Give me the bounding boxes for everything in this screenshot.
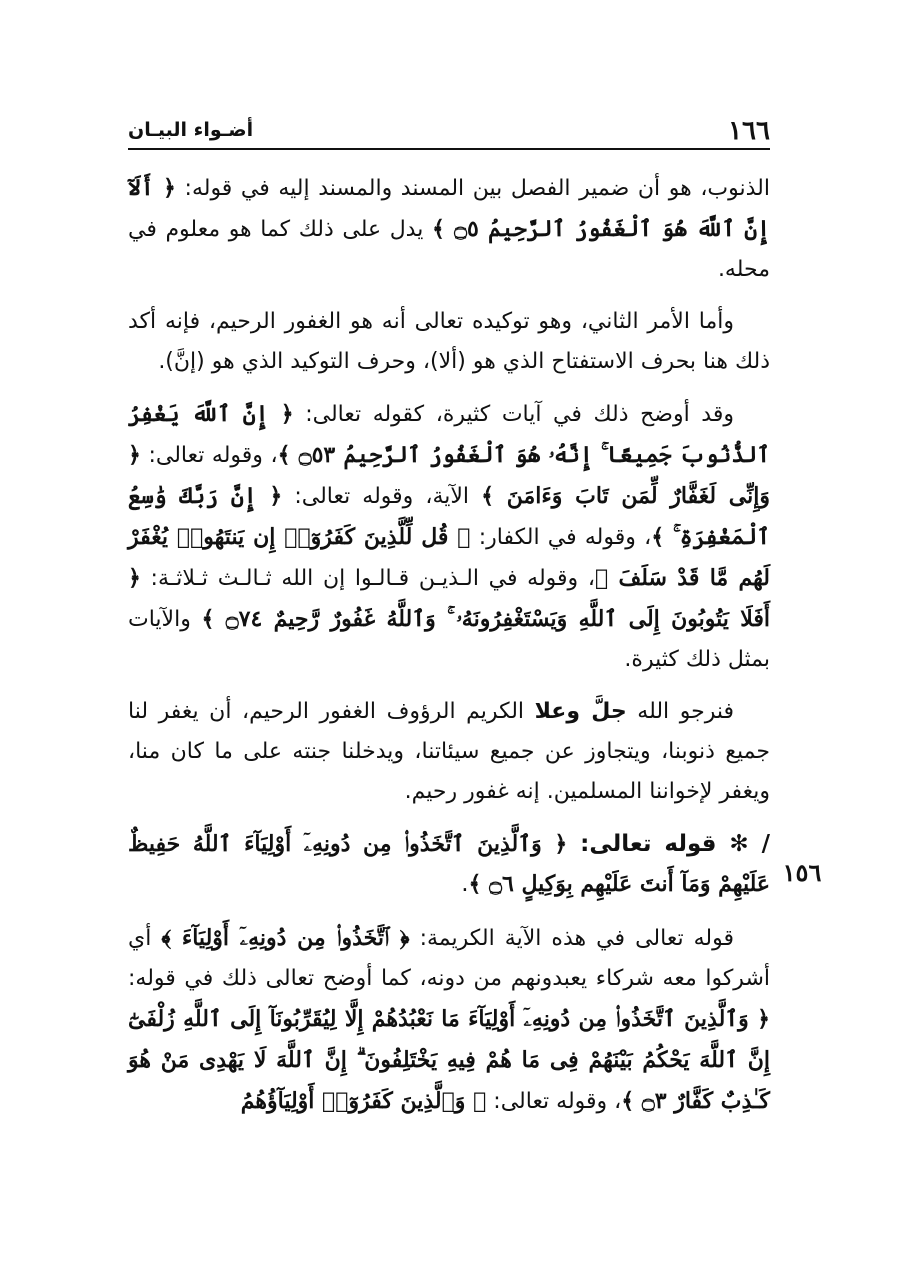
text-span: الآية، وقوله تعالى: [282, 484, 482, 509]
text-span: ، وقوله تعالى: [140, 443, 278, 468]
quran-quote: ﴿ وَٱلَّذِينَ ٱتَّخَذُوا۟ مِن دُونِهِۦٓ أَوْلِيَآءَ مَا نَعْبُدُهُمْ إِلَّا لِيُقَرِّبُونَآ إِلَى ٱللَّهِ زُلْفَىٰٓ إِنَّ ٱللَّهَ يَحْكُمُ بَيْنَهُمْ فِى مَا هُمْ فِيهِ يَخْتَلِفُونَ ۗ إِنَّ ٱللَّهَ لَا يَهْدِى مَنْ هُوَ كَـٰذِبٌ كَفَّارٌ ۝٣ ﴾ [128, 1006, 770, 1114]
page-number: ١٦٦ [728, 116, 770, 146]
quran-quote: ﴿ أَفَلَا يَتُوبُونَ إِلَى ٱللَّهِ وَيَسْتَغْفِرُونَهُۥ ۚ وَٱللَّهُ غَفُورٌ رَّحِيمٌ ۝٧٤ ﴾ [128, 565, 770, 632]
text-span: فنرجو الله [626, 699, 734, 724]
text-span: والآيات بمثل ذلك كثيرة. [128, 607, 770, 672]
page-header [128, 112, 770, 150]
text-span: وأما الأمر الثاني، وهو توكيده تعالى أنه هو الغفور الرحيم، فإنه أكد ذلك هنا بحرف الاستفتاح الذي هو (ألا)، وحرف التوكيد الذي هو (إنَّ). [128, 309, 770, 374]
text-span: ، وقوله تعالى: [486, 1089, 622, 1114]
quran-quote: ﴿ وَٱلَّذِينَ كَفَرُوٓا۟ أَوْلِيَآؤُهُمُ [240, 1088, 487, 1114]
text-span: الذنوب، هو أن ضمير الفصل بين المسند والمسند إليه في قوله: [175, 176, 770, 201]
text-span: وقد أوضح ذلك في آيات كثيرة، كقوله تعالى: [293, 402, 734, 427]
paragraph-3 [128, 394, 770, 680]
text-span: أي أشركوا معه شركاء يعبدونهم من دونه، كما أوضح تعالى ذلك في قوله: [128, 926, 770, 991]
paragraph-2 [128, 302, 770, 382]
text-span: يدل على ذلك كما هو معلوم في محله. [128, 217, 770, 282]
verse-heading [128, 824, 770, 904]
margin-verse-number: ١٥٦ [782, 858, 822, 887]
quran-quote: ﴿ ٱتَّخَذُوا۟ مِن دُونِهِۦٓ أَوْلِيَآءَ ﴾ [161, 925, 410, 951]
text-span: ، وقوله في الـذيـن قـالـوا إن الله ثـالـث ثـلاثـة: [140, 566, 595, 591]
quran-quote: ﴿ وَإِنِّى لَغَفَّارٌ لِّمَن تَابَ وَءَامَنَ ﴾ [128, 442, 771, 509]
verse-marker: / ✻ [716, 831, 771, 857]
text-span: قوله تعالى في هذه الآية الكريمة: [409, 926, 735, 951]
bold-phrase: جلَّ وعلا [534, 699, 627, 724]
quran-quote: ﴿ إِنَّ رَبَّكَ وَٰسِعُ ٱلْمَغْفِرَةِ ۚ ﴾ [128, 483, 770, 550]
book-title: أضـواء البيـان [128, 119, 254, 141]
quran-quote: ﴿ قُل لِّلَّذِينَ كَفَرُوٓا۟ إِن يَنتَهُوا۟ يُغْفَرْ لَهُم مَّا قَدْ سَلَفَ ﴾ [128, 524, 771, 591]
page-body [128, 168, 770, 1134]
paragraph-1 [128, 168, 770, 290]
quran-quote: ﴿ أَلَآ إِنَّ ٱللَّهَ هُوَ ٱلْغَفُورُ ٱلرَّحِيمُ ۝٥ ﴾ [128, 175, 770, 242]
paragraph-5 [128, 918, 770, 1122]
quran-quote: ﴿ إِنَّ ٱللَّهَ يَغْفِرُ ٱلذُّنُوبَ جَمِيعًا ۚ إِنَّهُۥ هُوَ ٱلْغَفُورُ ٱلرَّحِيمُ ۝٥٣ ﴾ [128, 401, 770, 468]
text-span: الكريم الرؤوف الغفور الرحيم، أن يغفر لنا جميع ذنوبنا، ويتجاوز عن جميع سيئاتنا، ويدخلنا جنته على ما كان منا، ويغفر لإخواننا المسلمين. إنه غفور رحيم. [128, 699, 770, 804]
quran-quote: ﴿ وَٱلَّذِينَ ٱتَّخَذُوا۟ مِن دُونِهِۦٓ أَوْلِيَآءَ ٱللَّهُ حَفِيظٌ عَلَيْهِمْ وَمَآ أَنتَ عَلَيْهِم بِوَكِيلٍ ۝٦ ﴾ [128, 831, 770, 897]
verse-label: قوله تعالى: [567, 831, 717, 857]
text-span: . [461, 871, 469, 897]
paragraph-4 [128, 692, 770, 812]
text-span: ، وقوله في الكفار: [470, 525, 652, 550]
